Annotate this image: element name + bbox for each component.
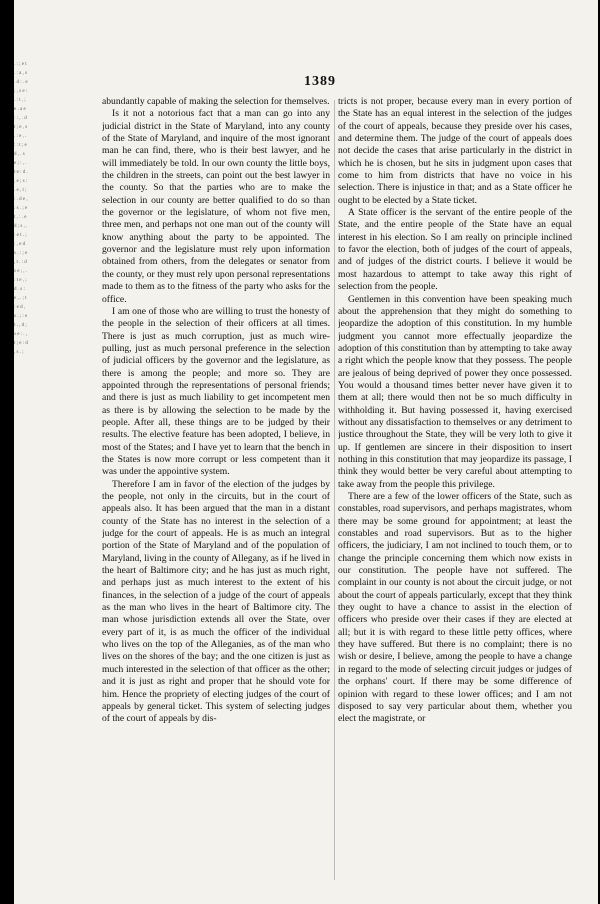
- paragraph: There are a few of the lower officers of the State, such as constables, road supervisors, and perhaps magistrates, whom there may be some ground for appointment; at least the constables and road supervisors. But as to the higher officers, the judiciary, I am not inclined to touch them, or to change the principle concerning them which now exists in our constitution. The people have not suffered. The complaint in our county is not about the circuit judge, or not about the court of appeals particularly, except that they think they ought to have a chance to assist in the election of officers who preside over their cases if they are elected at all; but it is with regard to these little petty offices, where they have suffered. But there is no complaint; there is no wish or desire, I believe, among the people to have a change in regard to the mode of selecting circuit judges or judges of the orphans' court. If there may be some difference of opinion with regard to these lower offices; and I am not disposed to say very particular about them, whether you elect the magistrate, or: [338, 491, 572, 725]
- paragraph: A State officer is the servant of the entire people of the State, and the entire people of the State have an equal interest in his election. So I am really on principle inclined to favor the election, both of judges of the court of appeals, and of judges of the district courts. I believe it would be most hazardous to attempt to take away this right of selection from the people.: [338, 207, 572, 293]
- page-number: 1389: [304, 74, 336, 89]
- paragraph: Therefore I am in favor of the election of the judges by the people, not only in the circuits, but in the court of appeals also. It has been argued that the man in a distant county of the State has no interest in the selection of a judge for the court of appeals. He is as much an integral portion of the State of Maryland and of the population of Maryland, living in the county of Allegany, as if he lived in the heart of Baltimore city; and he has just as much right, and perhaps just as much interest to the extent of his finances, in the selection of a judge of the court of appeals as the man who lives in the heart of Baltimore city. The man whose jurisdiction extends all over the State, over every part of it, is as much the officer of the individual who lives on the top of the Alleganies, as of the man who lives on the shores of the bay; and the one citizen is just as much interested in the selection of that officer as the other; and it is just as right and proper that he should vote for him. Hence the propriety of electing judges of the court of appeals by general ticket. This system of selecting judges of the court of appeals by dis-: [102, 478, 330, 725]
- paragraph: abundantly capable of making the selection for themselves.: [102, 96, 330, 107]
- paragraph: tricts is not proper, because every man in every portion of the State has an equal interest in the selection of the judges of the court of appeals, because they preside over his cases, and determine them. The judge of the court of appeals does not decide the cases that arise particularly in the district in which he is chosen, but he sits in judgment upon cases that come to him from districts that have no voice in his selection. There is injustice in that; and as a State officer he ought to be elected by a State ticket.: [338, 96, 572, 206]
- document-page: [14, 0, 598, 904]
- paragraph: I am one of those who are willing to trust the honesty of the people in the selection of their officers at all times. There is just as much corruption, just as much wire-pulling, just as much personal preference in the selection of judicial officers by the governor and the legislature, as there is among the people; and more so. They are appointed through the representations of personal friends; and there is just as much liability to get incompetent men as there is by allowing the selection to be made by the people. After all, these things are to be judged by their results. The elective feature has been adopted, I believe, in most of the States; and I have yet to learn that the bench in the States is now more corrupt or less competent than it was under the appointive system.: [102, 305, 330, 478]
- right-column: [338, 96, 572, 881]
- paragraph: Is it not a notorious fact that a man can go into any judicial district in the State of Maryland, into any county of the State of Maryland, and inquire of the most ignorant man he can find, there, who is their best lawyer, and he will immediately be told. In our own county the little boys, the children in the streets, can point out the best lawyer in the county. So that the parties who are to make the selection in our county are better qualified to do so than the governor or the legislature, of whom not five men, three men, and perhaps not one man out of the county will know anything about the party to be appointed. The governor and the legislature must rely upon information obtained from others, from the delegates or senator from the county, or they must rely upon personal representations made to them as to the fitness of the party who asks for the office.: [102, 108, 330, 305]
- left-column: [102, 96, 330, 881]
- paragraph: Gentlemen in this convention have been speaking much about the apprehension that they might do something to jeopardize the adoption of this constitution. In my humble judgment you cannot more effectually jeopardize the adoption of this constitution than by attempting to take away a right which the people know that they possess. The people are jealous of being deprived of power they once possessed. You would a thousand times better never have given it to them at all; there would then not be so much difficulty in withholding it. But having possessed it, having exercised without any dissatisfaction to themselves or any detriment to justice throughout the State, they will be very loth to give it up. If gentlemen are sincere in their disposition to insert nothing in this constitution that may jeopardize its passage, I think they would better be very careful about attempting to take away from the people this privilege.: [338, 293, 572, 490]
- facing-page-edge: . : ; e t . : a , s . d : . e ; , s e : . : t , ; e . a e : : , . d t ; e , s . : e , . : : t ; e d , . s e ; : , . t e : d . , e ; s : . e , t ; : . d e , : s . ; e t , : . e d ; s , . : e t . ; : , e d s . : ; e , t . : d s e ; , . : t e , ; d . s : e , . ; t : e d , s . ; : e t . , d ; s e : . , t ; e : d , s . ;: [14, 62, 28, 355]
- column-divider: [334, 100, 335, 880]
